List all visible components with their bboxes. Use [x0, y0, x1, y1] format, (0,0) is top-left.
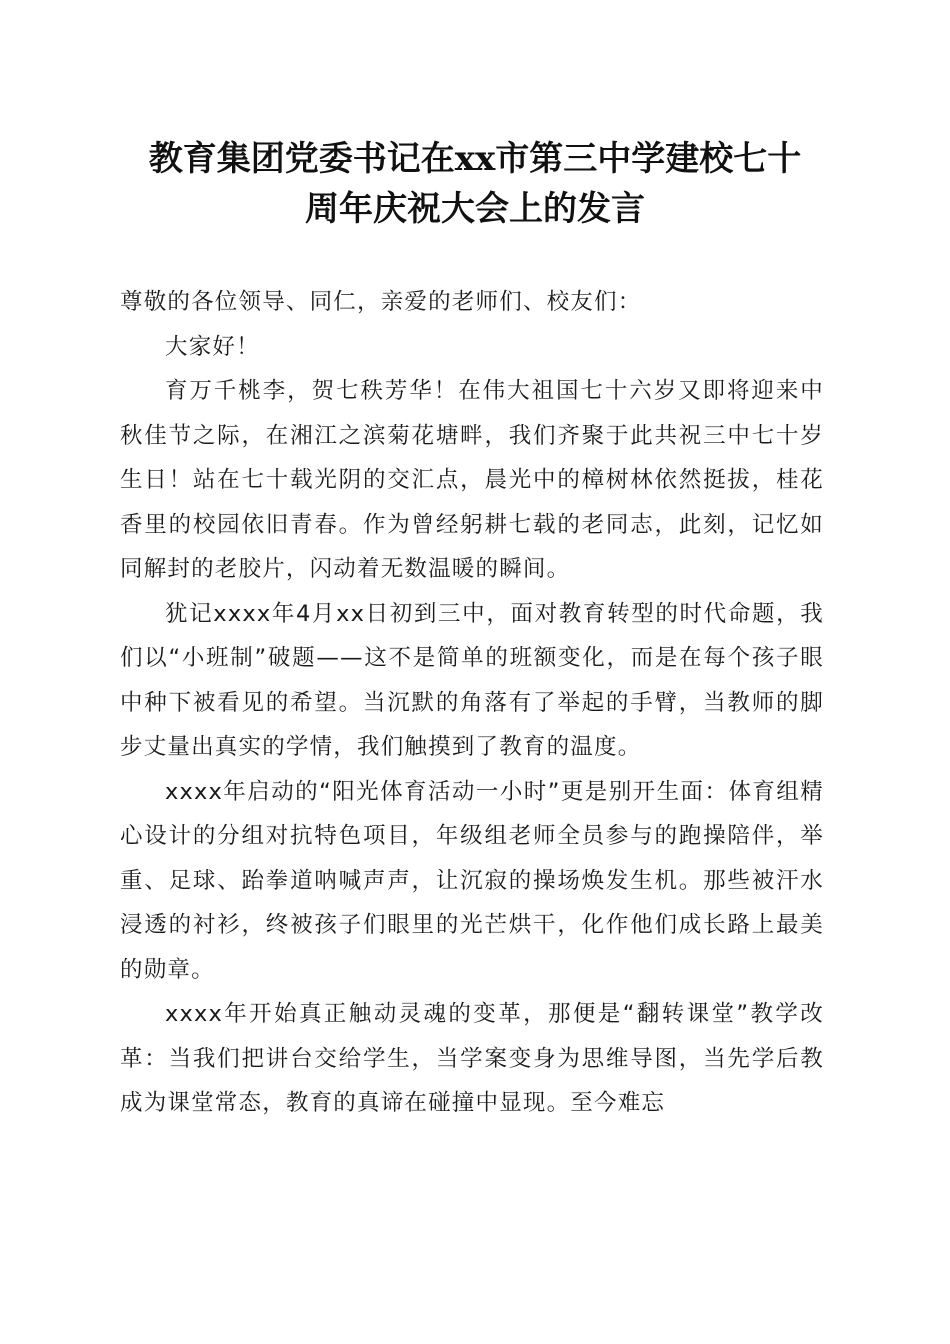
paragraph: xxxx年启动的“阳光体育活动一小时”更是别开生面：体育组精心设计的分组对抗特色项目，年级组老师全员参与的跑操陪伴，举重、足球、跆拳道呐喊声声，让沉寂的操场焕发生机。那些被汗水浸透的衬衫，终被孩子们眼里的光芒烘干，化作他们成长路上最美的勋章。 [120, 778, 824, 983]
page-title [100, 134, 850, 234]
title-line-2: 周年庆祝大会上的发言 [305, 189, 645, 229]
paragraph: 犹记xxxx年4月xx日初到三中，面对教育转型的时代命题，我们以“小班制”破题——这不是简单的班额变化，而是在每个孩子眼中种下被看见的希望。当沉默的角落有了举起的手臂，当教师的脚步丈量出真实的学情，我们触摸到了教育的温度。 [120, 600, 824, 760]
paragraph: 育万千桃李，贺七秩芳华！在伟大祖国七十六岁又即将迎来中秋佳节之际，在湘江之滨菊花塘畔，我们齐聚于此共祝三中七十岁生日！站在七十载光阴的交汇点，晨光中的樟树林依然挺拔，桂花香里的校园依旧青春。作为曾经躬耕七载的老同志，此刻，记忆如同解封的老胶片，闪动着无数温暖的瞬间。 [120, 378, 824, 582]
document-body [120, 280, 824, 1126]
paragraph: xxxx年开始真正触动灵魂的变革，那便是“翻转课堂”教学改革：当我们把讲台交给学生，当学案变身为思维导图，当先学后教成为课堂常态，教育的真谛在碰撞中显现。至今难忘 [120, 1001, 824, 1116]
greeting: 大家好！ [165, 333, 260, 360]
salutation: 尊敬的各位领导、同仁，亲爱的老师们、校友们： [120, 289, 642, 315]
title-line-1: 教育集团党委书记在xx市第三中学建校七十 [148, 139, 802, 179]
